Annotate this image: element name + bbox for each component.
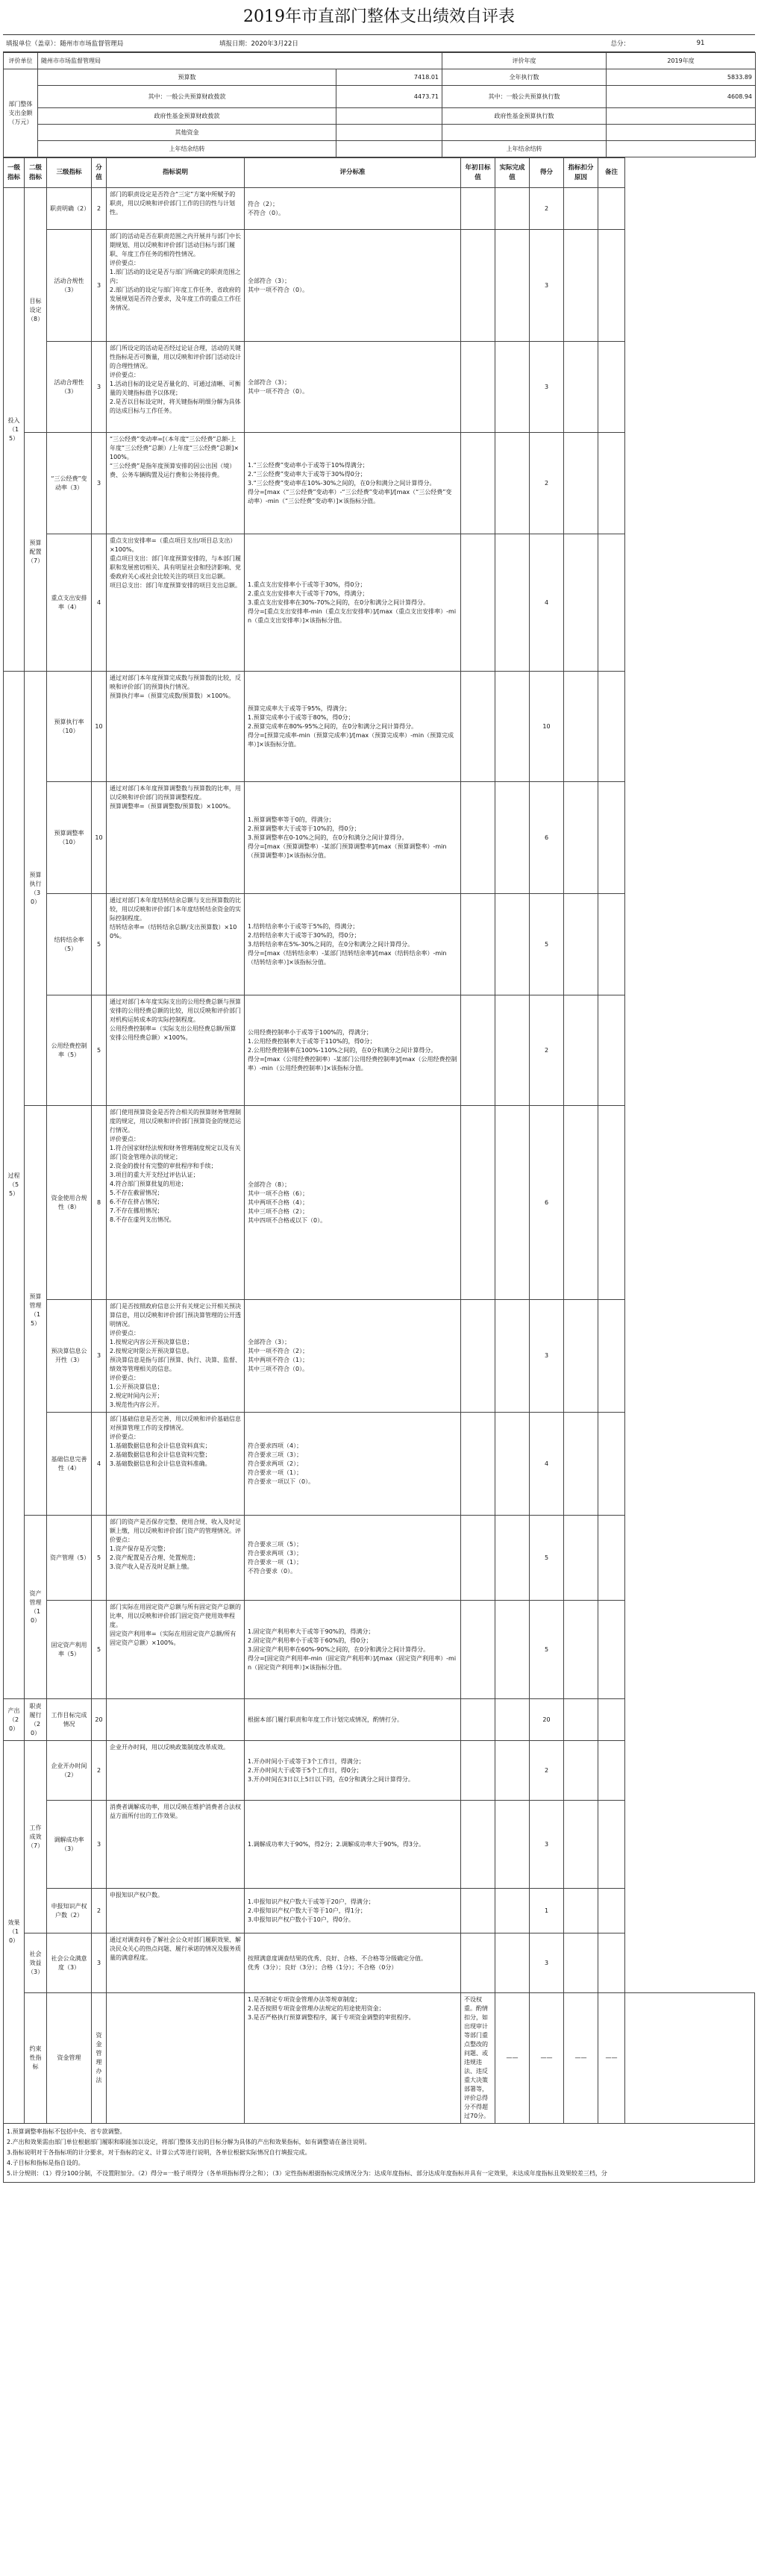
table-row — [4, 433, 755, 534]
note-line: 3.指标说明对于各指标项的计分要求，对于指标的定义、计算公式等进行说明，各单位根据实际情况自行填报完成。 — [7, 2149, 311, 2156]
deduct-cell — [564, 1300, 598, 1413]
deduct-cell — [564, 1933, 598, 1993]
gov-fund-label: 政府性基金预算财政拨款 — [38, 108, 336, 125]
carry-over-value — [336, 141, 442, 157]
deduct-cell — [564, 672, 598, 782]
target-cell — [461, 1300, 495, 1413]
target-cell — [461, 534, 495, 672]
carry-over-exec-label: 上年结余结转 — [442, 141, 607, 157]
other-funds-label: 其他资金 — [38, 125, 336, 141]
score-cell: 3 — [92, 1300, 107, 1413]
level3-cell: 结转结余率（5） — [47, 894, 92, 995]
desc-cell: “三公经费”变动率=[（本年度“三公经费”总额-上年度“三公经费”总额）/上年度“三公经费”总额]×100%。 “三公经费”是指年度预算安排的因公出国（境）费、公务车辆购置及运行费和公务接待费。 — [107, 433, 245, 534]
std-cell: 全部符合（3）； 其中一项不符合（2）； 其中两项不符合（1）； 其中三项不符合（0）。 — [245, 1300, 461, 1413]
table-row — [4, 1413, 755, 1516]
score-cell: 5 — [92, 894, 107, 995]
note-cell — [598, 188, 625, 230]
got-score-cell: 4 — [530, 534, 564, 672]
deduct-cell — [564, 894, 598, 995]
table-row — [4, 1106, 755, 1300]
got-score-cell: 4 — [530, 1413, 564, 1516]
indicator-table — [3, 157, 755, 2124]
eval-year-label: 评价年度 — [442, 53, 607, 69]
got-score-cell: 3 — [530, 1801, 564, 1889]
std-cell: 符合要求四项（4）； 符合要求三项（3）； 符合要求两项（2）； 符合要求一项（1）； 符合要求一项以下（0）。 — [245, 1413, 461, 1516]
deduct-cell — [564, 534, 598, 672]
note-cell — [598, 894, 625, 995]
target-cell — [461, 342, 495, 433]
table-row — [4, 1741, 755, 1801]
note-cell — [598, 672, 625, 782]
note-line: 2.产出和效果需由部门单位根据部门履职和职能加以设定，将部门整体支出的目标分解为具体的产出和效果指标，如有调整请在备注说明。 — [7, 2139, 371, 2145]
score-cell: 3 — [92, 230, 107, 342]
level2-cell: 职责履行（20） — [25, 1699, 47, 1741]
target-cell — [461, 672, 495, 782]
got-score-cell: 5 — [530, 1601, 564, 1699]
deduct-cell — [564, 230, 598, 342]
level1-cell: 过程（55） — [4, 672, 25, 1699]
actual-cell — [495, 534, 530, 672]
score-cell: 20 — [92, 1699, 107, 1741]
actual-cell — [495, 230, 530, 342]
desc-cell: 部门所设定的活动是否经过论证合理，活动的关键性指标是否可衡量，用以反映和评价部门活动设计的合理性情况。 评价要点： 1.活动目标的设定是否量化的、可通过清晰、可衡量的关键指标值予以体现； 2.是否以目标设定时，将关键指标明细分解为具体的达成目标与工作任务。 — [107, 342, 245, 433]
got-score-cell: 10 — [530, 672, 564, 782]
actual-cell — [495, 1889, 530, 1933]
std-cell: 全部符合（3）； 其中一项不符合（0）。 — [245, 230, 461, 342]
score-cell: 5 — [92, 995, 107, 1106]
carry-over-exec-value — [607, 141, 756, 157]
table-row — [4, 534, 755, 672]
std-cell: 1.预算调整率等于0的，得满分； 2.预算调整率大于或等于10%的，得0分； 3.预算调整率在0-10%之间的，在0分和满分之间计算得分。 得分=[max（预算调整率）-某部门预算调整率]/[max（预算调整率）-min（预算调整率）]×该指标分值。 — [245, 782, 461, 894]
col-got: 得分 — [530, 158, 564, 188]
actual-cell — [495, 1601, 530, 1699]
std-cell: 1.结转结余率小于或等于5%的，得满分； 2.结转结余率大于或等于30%的，得0分； 3.结转结余率在5%-30%之间的，在0分和满分之间计算得分。 得分=[max（结转结余率）-某部门结转结余率]/[max（结转结余率）-min（结转结余率）]×该指标分值。 — [245, 894, 461, 995]
std-cell: 1.“三公经费”变动率小于或等于10%得满分； 2.“三公经费”变动率大于或等于30%得0分； 3.“三公经费”变动率在10%-30%之间的，在0分和满分之间计算得分。 得分=[max（“三公经费”变动率）-“三公经费”变动率]/[max（“三公经费”变动率）-min（“三公经费”变动率）]×该指标分值。 — [245, 433, 461, 534]
level3-cell: 调解成功率（3） — [47, 1801, 92, 1889]
got-score-cell: 3 — [530, 342, 564, 433]
std-cell: 不设权重。酌情扣分，如出现审计等部门重点整改的问题、或违规违法、违反重大决策部署等，评价总得分不得超过70分。 — [461, 1993, 495, 2124]
deduct-cell — [564, 342, 598, 433]
actual-cell — [495, 1516, 530, 1601]
std-cell: 公用经费控制率小于或等于100%的，得满分； 1.公用经费控制率大于或等于110%的，得0分； 2.公用经费控制率在100%-110%之间的，在0分和满分之间计算得分。 得分=[max（公用经费控制率）-某部门公用经费控制率]/[max（公用经费控制率）-min（公用经费控制率）]×该指标分值。 — [245, 995, 461, 1106]
score-cell: 10 — [92, 672, 107, 782]
level2-cell: 预算执行（30） — [25, 672, 47, 1106]
deduct-cell — [564, 1801, 598, 1889]
other-funds-exec-value — [607, 125, 756, 141]
budget-group-label: 部门整体支出金额（万元） — [4, 69, 38, 157]
score-cell: 3 — [92, 1801, 107, 1889]
eval-unit-value: 随州市市场监督管理局 — [38, 53, 442, 69]
note-cell — [598, 230, 625, 342]
std-cell: 符合要求三项（5）； 符合要求两项（3）； 符合要求一项（1）； 不符合要求（0）。 — [245, 1516, 461, 1601]
score-cell: 4 — [92, 534, 107, 672]
note-cell — [598, 1601, 625, 1699]
general-value: 4473.71 — [336, 86, 442, 108]
general-exec-value: 4608.94 — [607, 86, 756, 108]
col-target: 年初目标值 — [461, 158, 495, 188]
desc-cell: 企业开办时间，用以反映政策制度改革成效。 — [107, 1741, 245, 1801]
table-row — [4, 1801, 755, 1889]
note-line: 5.计分规则：（1）得分100分制，不设置附加分。（2）得分=一般子项得分（各单项指标得分之和）；（3）定性指标根据指标完成情况分为：达成年度指标、部分达成年度指标并具有一定效果，未达成年度指标且效果较差三档，分 — [7, 2170, 607, 2177]
target-cell — [461, 188, 495, 230]
desc-cell: 部门基础信息是否完善，用以反映和评价基础信息对预算管理工作的支撑情况。 评价要点： 1.基础数据信息和会计信息资料真实； 2.基础数据信息和会计信息资料完整； 3.基础数据信息和会计信息资料准确。 — [107, 1413, 245, 1516]
budget-value: 7418.01 — [336, 69, 442, 86]
got-score-cell: 3 — [530, 1933, 564, 1993]
target-cell — [461, 1106, 495, 1300]
note-cell — [598, 1300, 625, 1413]
desc-cell: 通过对部门本年度结转结余总额与支出预算数的比较，用以反映和评价部门本年度结转结余资金的实际控制程度。 结转结余率=（结转结余总额/支出预算数）×100%。 — [107, 894, 245, 995]
score-cell — [107, 1993, 245, 2124]
eval-year-value: 2019年度 — [607, 53, 756, 69]
target-cell — [461, 1699, 495, 1741]
table-row — [4, 1516, 755, 1601]
score-cell: 2 — [92, 1889, 107, 1933]
deduct-cell — [564, 188, 598, 230]
std-cell: 全部符合（8）； 其中一项不合格（6）； 其中两项不合格（4）； 其中三项不合格（2）； 其中四项不合格或以下（0）。 — [245, 1106, 461, 1300]
actual-cell — [495, 188, 530, 230]
deduct-cell: —— — [598, 1993, 625, 2124]
table-row — [4, 1601, 755, 1699]
col-score: 分值 — [92, 158, 107, 188]
level1-cell: 效果（10） — [4, 1741, 25, 2124]
level3-cell: 资金管理办法 — [92, 1993, 107, 2124]
target-cell — [461, 1933, 495, 1993]
level3-cell: 预决算信息公开性（3） — [47, 1300, 92, 1413]
target-cell: —— — [495, 1993, 530, 2124]
table-row — [4, 1889, 755, 1933]
carry-over-label: 上年结余结转 — [38, 141, 336, 157]
desc-cell: 申报知识产权户数。 — [107, 1889, 245, 1933]
actual-cell: —— — [530, 1993, 564, 2124]
table-row — [4, 342, 755, 433]
score-cell: 3 — [92, 433, 107, 534]
note-cell — [598, 1933, 625, 1993]
desc-cell: 部门是否按照政府信息公开有关规定公开相关预决算信息，用以反映和评价部门预决算管理的公开透明情况。 评价要点： 1.按规定内容公开预决算信息； 2.按规定时限公开预决算信息。 预决算信息是指与部门预算、执行、决算、监督、绩效等管理相关的信息。 评价要点： 1.公开预决算信息； 2.规定时间内公开； 3.规范性内容公开。 — [107, 1300, 245, 1413]
desc-cell: 通过对调查问卷了解社会公众对部门履职效果、解决民众关心的热点问题、履行承诺的情况及服务质量的满意程度。 — [107, 1933, 245, 1993]
got-score-cell: —— — [564, 1993, 598, 2124]
col-deduct: 指标扣分原因 — [564, 158, 598, 188]
notes-section — [3, 2124, 755, 2183]
deduct-cell — [564, 782, 598, 894]
table-row — [4, 1993, 755, 2124]
target-cell — [461, 1413, 495, 1516]
note-line: 1.预算调整率指标不包括中央、省专款调整。 — [7, 2128, 126, 2135]
desc-cell: 部门实际在用固定资产总额与所有固定资产总额的比率，用以反映和评价部门固定资产使用效率程度。 固定资产利用率=（实际在用固定资产总额/所有固定资产总额）×100%。 — [107, 1601, 245, 1699]
note-cell — [598, 1699, 625, 1741]
std-cell: 1.调解成功率大于90%，得2分；2.调解成功率大于90%，得3分。 — [245, 1801, 461, 1889]
got-score-cell: 2 — [530, 188, 564, 230]
level3-cell: 公用经费控制率（5） — [47, 995, 92, 1106]
std-cell: 全部符合（3）； 其中一项不符合（0）。 — [245, 342, 461, 433]
level3-cell: 职责明确（2） — [47, 188, 92, 230]
deduct-cell — [564, 1106, 598, 1300]
note-cell — [598, 1516, 625, 1601]
got-score-cell: 2 — [530, 433, 564, 534]
level2-cell: 社会效益（3） — [25, 1933, 47, 1993]
table-row — [4, 188, 755, 230]
desc-cell: 部门的资产是否保存完整、使用合规、收入及时足额上缴，用以反映和评价部门资产的管理情况。评价要点： 1.资产保存是否完整； 2.资产配置是否合理、处置规范； 3.资产收入是否及时足额上缴。 — [107, 1516, 245, 1601]
meta-bar — [3, 34, 755, 52]
level3-cell: 工作目标完成情况 — [47, 1699, 92, 1741]
indicator-rows — [4, 188, 755, 2124]
actual-cell — [495, 1801, 530, 1889]
col-note: 备注 — [598, 158, 625, 188]
level3-cell: “三公经费”变动率（3） — [47, 433, 92, 534]
summary-table — [3, 52, 756, 157]
note-line: 4.子目标和指标是指自设的。 — [7, 2160, 84, 2166]
level3-cell: 基础信息完善性（4） — [47, 1413, 92, 1516]
desc-cell: 1.是否制定专项资金管理办法等规章制度； 2.是否按照专项资金管理办法规定的用途使用资金； 3.是否严格执行预算调整程序，属于专项资金调整的审批程序。 — [245, 1993, 461, 2124]
std-cell: 1.申报知识产权户数大于或等于20户，得满分； 2.申报知识产权户数大于等于10户，得1分； 3.申报知识产权户数小于10户，得0分。 — [245, 1889, 461, 1933]
level2-cell: 预算管理（15） — [25, 1106, 47, 1516]
level3-cell: 固定资产利用率（5） — [47, 1601, 92, 1699]
actual-cell — [495, 1106, 530, 1300]
gov-fund-value — [336, 108, 442, 125]
score-cell: 3 — [92, 1933, 107, 1993]
target-cell — [461, 995, 495, 1106]
other-funds-exec — [442, 125, 607, 141]
got-score-cell: 20 — [530, 1699, 564, 1741]
score-cell: 10 — [92, 782, 107, 894]
budget-label: 预算数 — [38, 69, 336, 86]
got-score-cell: 2 — [530, 995, 564, 1106]
note-cell — [598, 995, 625, 1106]
deduct-cell — [564, 1516, 598, 1601]
level3-cell: 资产管理（5） — [47, 1516, 92, 1601]
table-row — [4, 230, 755, 342]
score-cell: 4 — [92, 1413, 107, 1516]
desc-cell: 重点支出安排率=（重点项目支出/项目总支出）×100%。 重点项目支出：部门年度预算安排的，与本部门履职和发展密切相关、具有明显社会和经济影响、党委政府关心或社会比较关注的项目支出总额。 项目总支出：部门年度预算安排的项目支出总额。 — [107, 534, 245, 672]
desc-cell: 部门的活动是否在职责范围之内开展并与部门中长期规划、用以反映和评价部门活动目标与部门履职、年度工作任务的相符性情况。 评价要点： 1.部门活动的设定是否与部门所确定的职责范围之内； 2.部门活动的设定与部门年度工作任务、省政府的发展规划是否符合要求，及年度工作的重点工作任务情况。 — [107, 230, 245, 342]
note-cell — [625, 1993, 755, 2124]
actual-cell — [495, 672, 530, 782]
got-score-cell: 3 — [530, 1300, 564, 1413]
deduct-cell — [564, 995, 598, 1106]
desc-cell: 通过对部门本年度预算调整数与预算数的比率，用以反映和评价部门的预算调整程度。 预算调整率=（预算调整数/预算数）×100%。 — [107, 782, 245, 894]
table-row — [4, 672, 755, 782]
deduct-cell — [564, 1889, 598, 1933]
general-label: 其中：一般公共预算财政拨款 — [38, 86, 336, 108]
note-cell — [598, 782, 625, 894]
gov-fund-exec-label: 政府性基金预算执行数 — [442, 108, 607, 125]
level3-cell: 预算执行率（10） — [47, 672, 92, 782]
col-l1: 一级指标 — [4, 158, 25, 188]
level3-cell: 活动合规性（3） — [47, 230, 92, 342]
table-row — [4, 995, 755, 1106]
level2-cell: 目标设定（8） — [25, 188, 47, 433]
note-cell — [598, 1889, 625, 1933]
reporting-date: 填报日期：2020年3月22日 — [219, 40, 298, 48]
annual-exec-label: 全年执行数 — [442, 69, 607, 86]
col-l3: 三级指标 — [47, 158, 92, 188]
level1-cell: 约束性指标 — [25, 1993, 47, 2124]
desc-cell: 部门的职责设定是否符合“三定”方案中所赋予的职责，用以反映和评价部门工作的目的性与计划性。 — [107, 188, 245, 230]
total-score-label: 总分： — [610, 40, 630, 48]
note-cell — [598, 1106, 625, 1300]
deduct-cell — [564, 1699, 598, 1741]
got-score-cell: 5 — [530, 1516, 564, 1601]
level3-cell: 重点支出安排率（4） — [47, 534, 92, 672]
total-score-value: 91 — [696, 40, 705, 47]
target-cell — [461, 1601, 495, 1699]
got-score-cell: 1 — [530, 1889, 564, 1933]
score-cell: 2 — [92, 1741, 107, 1801]
actual-cell — [495, 995, 530, 1106]
score-cell: 3 — [92, 342, 107, 433]
got-score-cell: 6 — [530, 1106, 564, 1300]
note-cell — [598, 534, 625, 672]
score-cell: 2 — [92, 188, 107, 230]
note-cell — [598, 1741, 625, 1801]
col-desc: 指标说明 — [107, 158, 245, 188]
actual-cell — [495, 1413, 530, 1516]
got-score-cell: 3 — [530, 230, 564, 342]
actual-cell — [495, 342, 530, 433]
level1-cell: 产出（20） — [4, 1699, 25, 1741]
level2-cell: 资金管理 — [47, 1993, 92, 2124]
table-row — [4, 1699, 755, 1741]
indicator-header-row — [4, 158, 755, 188]
std-cell: 符合（2）； 不符合（0）。 — [245, 188, 461, 230]
table-row — [4, 1933, 755, 1993]
deduct-cell — [564, 433, 598, 534]
std-cell: 预算完成率大于或等于95%，得满分； 1.预算完成率小于或等于80%，得0分； 2.预算完成率在80%-95%之间的，在0分和满分之间计算得分。 得分=[预算完成率-min（预算完成率）]/[max（预算完成率）-min（预算完成率）]×该指标分值。 — [245, 672, 461, 782]
col-l2: 二级指标 — [25, 158, 47, 188]
got-score-cell: 2 — [530, 1741, 564, 1801]
score-cell: 5 — [92, 1516, 107, 1601]
note-cell — [598, 342, 625, 433]
std-cell: 1.开办时间小于或等于3个工作日，得满分； 2.开办时间大于或等于5个工作日，得0分； 3.开办时间在3日以上5日以下的，在0分和满分之间计算得分。 — [245, 1741, 461, 1801]
level3-cell: 申报知识产权户数（2） — [47, 1889, 92, 1933]
table-row — [4, 782, 755, 894]
actual-cell — [495, 1933, 530, 1993]
col-actual: 实际完成值 — [495, 158, 530, 188]
score-cell: 8 — [92, 1106, 107, 1300]
level3-cell: 企业开办时间（2） — [47, 1741, 92, 1801]
annual-exec-value: 5833.89 — [607, 69, 756, 86]
actual-cell — [495, 782, 530, 894]
std-cell: 根据本部门履行职责和年度工作计划完成情况，酌情打分。 — [245, 1699, 461, 1741]
got-score-cell: 6 — [530, 782, 564, 894]
reporting-unit: 填报单位（盖章）：随州市市场监督管理局 — [6, 40, 124, 48]
level2-cell: 资产管理（10） — [25, 1516, 47, 1699]
got-score-cell: 5 — [530, 894, 564, 995]
std-cell: 1.固定资产利用率大于或等于90%的，得满分； 2.固定资产利用率小于或等于60%的，得0分； 3.固定资产利用率在60%-90%之间的，在0分和满分之间计算得分。 得分=[固定资产利用率-min（固定资产利用率）]/[max（固定资产利用率）-min（固定资产利用率）]×该指标分值。 — [245, 1601, 461, 1699]
level3-cell: 资金使用合规性（8） — [47, 1106, 92, 1300]
score-cell: 5 — [92, 1601, 107, 1699]
desc-cell: 通过对部门本年度实际支出的公用经费总额与预算安排的公用经费总额的比较，用以反映和评价部门对机构运转成本的实际控制程度。 公用经费控制率=（实际支出公用经费总额/预算安排公用经费总额）×100%。 — [107, 995, 245, 1106]
target-cell — [461, 782, 495, 894]
actual-cell — [495, 1699, 530, 1741]
actual-cell — [495, 894, 530, 995]
deduct-cell — [564, 1601, 598, 1699]
deduct-cell — [564, 1413, 598, 1516]
desc-cell: 通过对部门本年度预算完成数与预算数的比较，反映和评价部门的预算执行情况。 预算执行率=（预算完成数/预算数）×100%。 — [107, 672, 245, 782]
level1-cell: 投入（15） — [4, 188, 25, 672]
note-cell — [598, 1801, 625, 1889]
eval-unit-label: 评价单位 — [4, 53, 38, 69]
desc-cell: 部门使用预算资金是否符合相关的预算财务管理制度的规定，用以反映和评价部门预算资金的规范运行情况。 评价要点： 1.符合国家财经法规和财务管理制度规定以及有关部门资金管理办法的规定； 2.资金的拨付有完整的审批程序和手续； 3.项目的重大开支经过评估认证； 4.符合部门预算批复的用途； 5.不存在截留情况； 6.不存在挤占情况； 7.不存在挪用情况； 8.不存在虚列支出情况。 — [107, 1106, 245, 1300]
desc-cell: 消费者调解成功率，用以反映在维护消费者合法权益方面所付出的工作效果。 — [107, 1801, 245, 1889]
level3-cell: 社会公众满意度（3） — [47, 1933, 92, 1993]
col-std: 评分标准 — [245, 158, 461, 188]
actual-cell — [495, 1741, 530, 1801]
page-title: 2019年市直部门整体支出绩效自评表 — [243, 7, 515, 26]
target-cell — [461, 1801, 495, 1889]
target-cell — [461, 1741, 495, 1801]
level3-cell: 活动合理性（3） — [47, 342, 92, 433]
note-cell — [598, 433, 625, 534]
target-cell — [461, 894, 495, 995]
table-row — [4, 1300, 755, 1413]
desc-cell — [107, 1699, 245, 1741]
target-cell — [461, 433, 495, 534]
std-cell: 1.重点支出安排率小于或等于30%，得0分； 2.重点支出安排率大于或等于70%，得满分； 3.重点支出安排率在30%-70%之间的，在0分和满分之间计算得分。 得分=[重点支出安排率-min（重点支出安排率）]/[max（重点支出安排率）-min（重点支出安排率）]×该指标分值。 — [245, 534, 461, 672]
deduct-cell — [564, 1741, 598, 1801]
target-cell — [461, 1889, 495, 1933]
actual-cell — [495, 433, 530, 534]
target-cell — [461, 230, 495, 342]
std-cell: 按照满意度调查结果的优秀、良好、合格、不合格等分级确定分值。 优秀（3分）；良好（3分）；合格（1分）；不合格（0分） — [245, 1933, 461, 1993]
general-exec-label: 其中：一般公共预算执行数 — [442, 86, 607, 108]
level2-cell: 预算配置（7） — [25, 433, 47, 672]
level3-cell: 预算调整率（10） — [47, 782, 92, 894]
target-cell — [461, 1516, 495, 1601]
table-row — [4, 894, 755, 995]
note-cell — [598, 1413, 625, 1516]
gov-fund-exec-value — [607, 108, 756, 125]
other-funds-value — [336, 125, 442, 141]
actual-cell — [495, 1300, 530, 1413]
level2-cell: 工作成效（7） — [25, 1741, 47, 1933]
